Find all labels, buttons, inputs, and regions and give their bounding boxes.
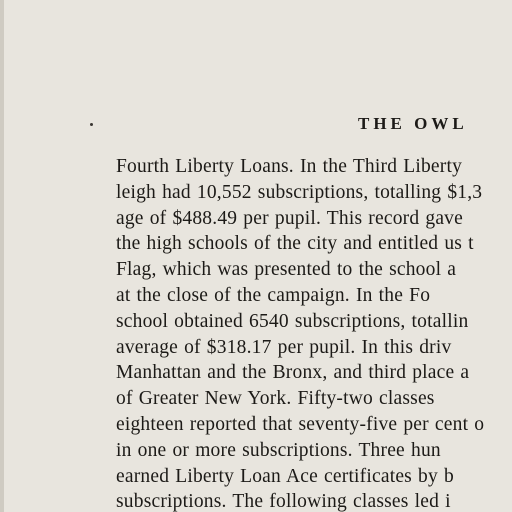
text-line: of Greater New York. Fifty-two classes bbox=[116, 388, 435, 410]
text-line: eighteen reported that seventy-five per cent o bbox=[116, 413, 485, 435]
body-text bbox=[116, 154, 512, 512]
page-edge bbox=[0, 0, 4, 512]
text-line: earned Liberty Loan Ace certificates by b bbox=[116, 465, 454, 487]
running-head: THE OWL bbox=[358, 114, 468, 133]
text-line: age of $488.49 per pupil. This record gave bbox=[116, 207, 463, 229]
text-line: the high schools of the city and entitled us t bbox=[116, 233, 474, 255]
text-line: Flag, which was presented to the school a bbox=[116, 259, 457, 281]
text-line: subscriptions. The following classes led i bbox=[116, 491, 451, 512]
text-line: Manhattan and the Bronx, and third place a bbox=[116, 362, 470, 384]
text-line: in one or more subscriptions. Three hun bbox=[116, 439, 441, 461]
text-line: at the close of the campaign. In the Fo bbox=[116, 284, 431, 306]
text-line: school obtained 6540 subscriptions, totallin bbox=[116, 310, 469, 332]
text-line: leigh had 10,552 subscriptions, totalling $1,3 bbox=[116, 181, 483, 203]
text-line: Fourth Liberty Loans. In the Third Liberty bbox=[116, 156, 463, 177]
print-speck bbox=[90, 123, 93, 126]
text-line: average of $318.17 per pupil. In this driv bbox=[116, 336, 452, 358]
